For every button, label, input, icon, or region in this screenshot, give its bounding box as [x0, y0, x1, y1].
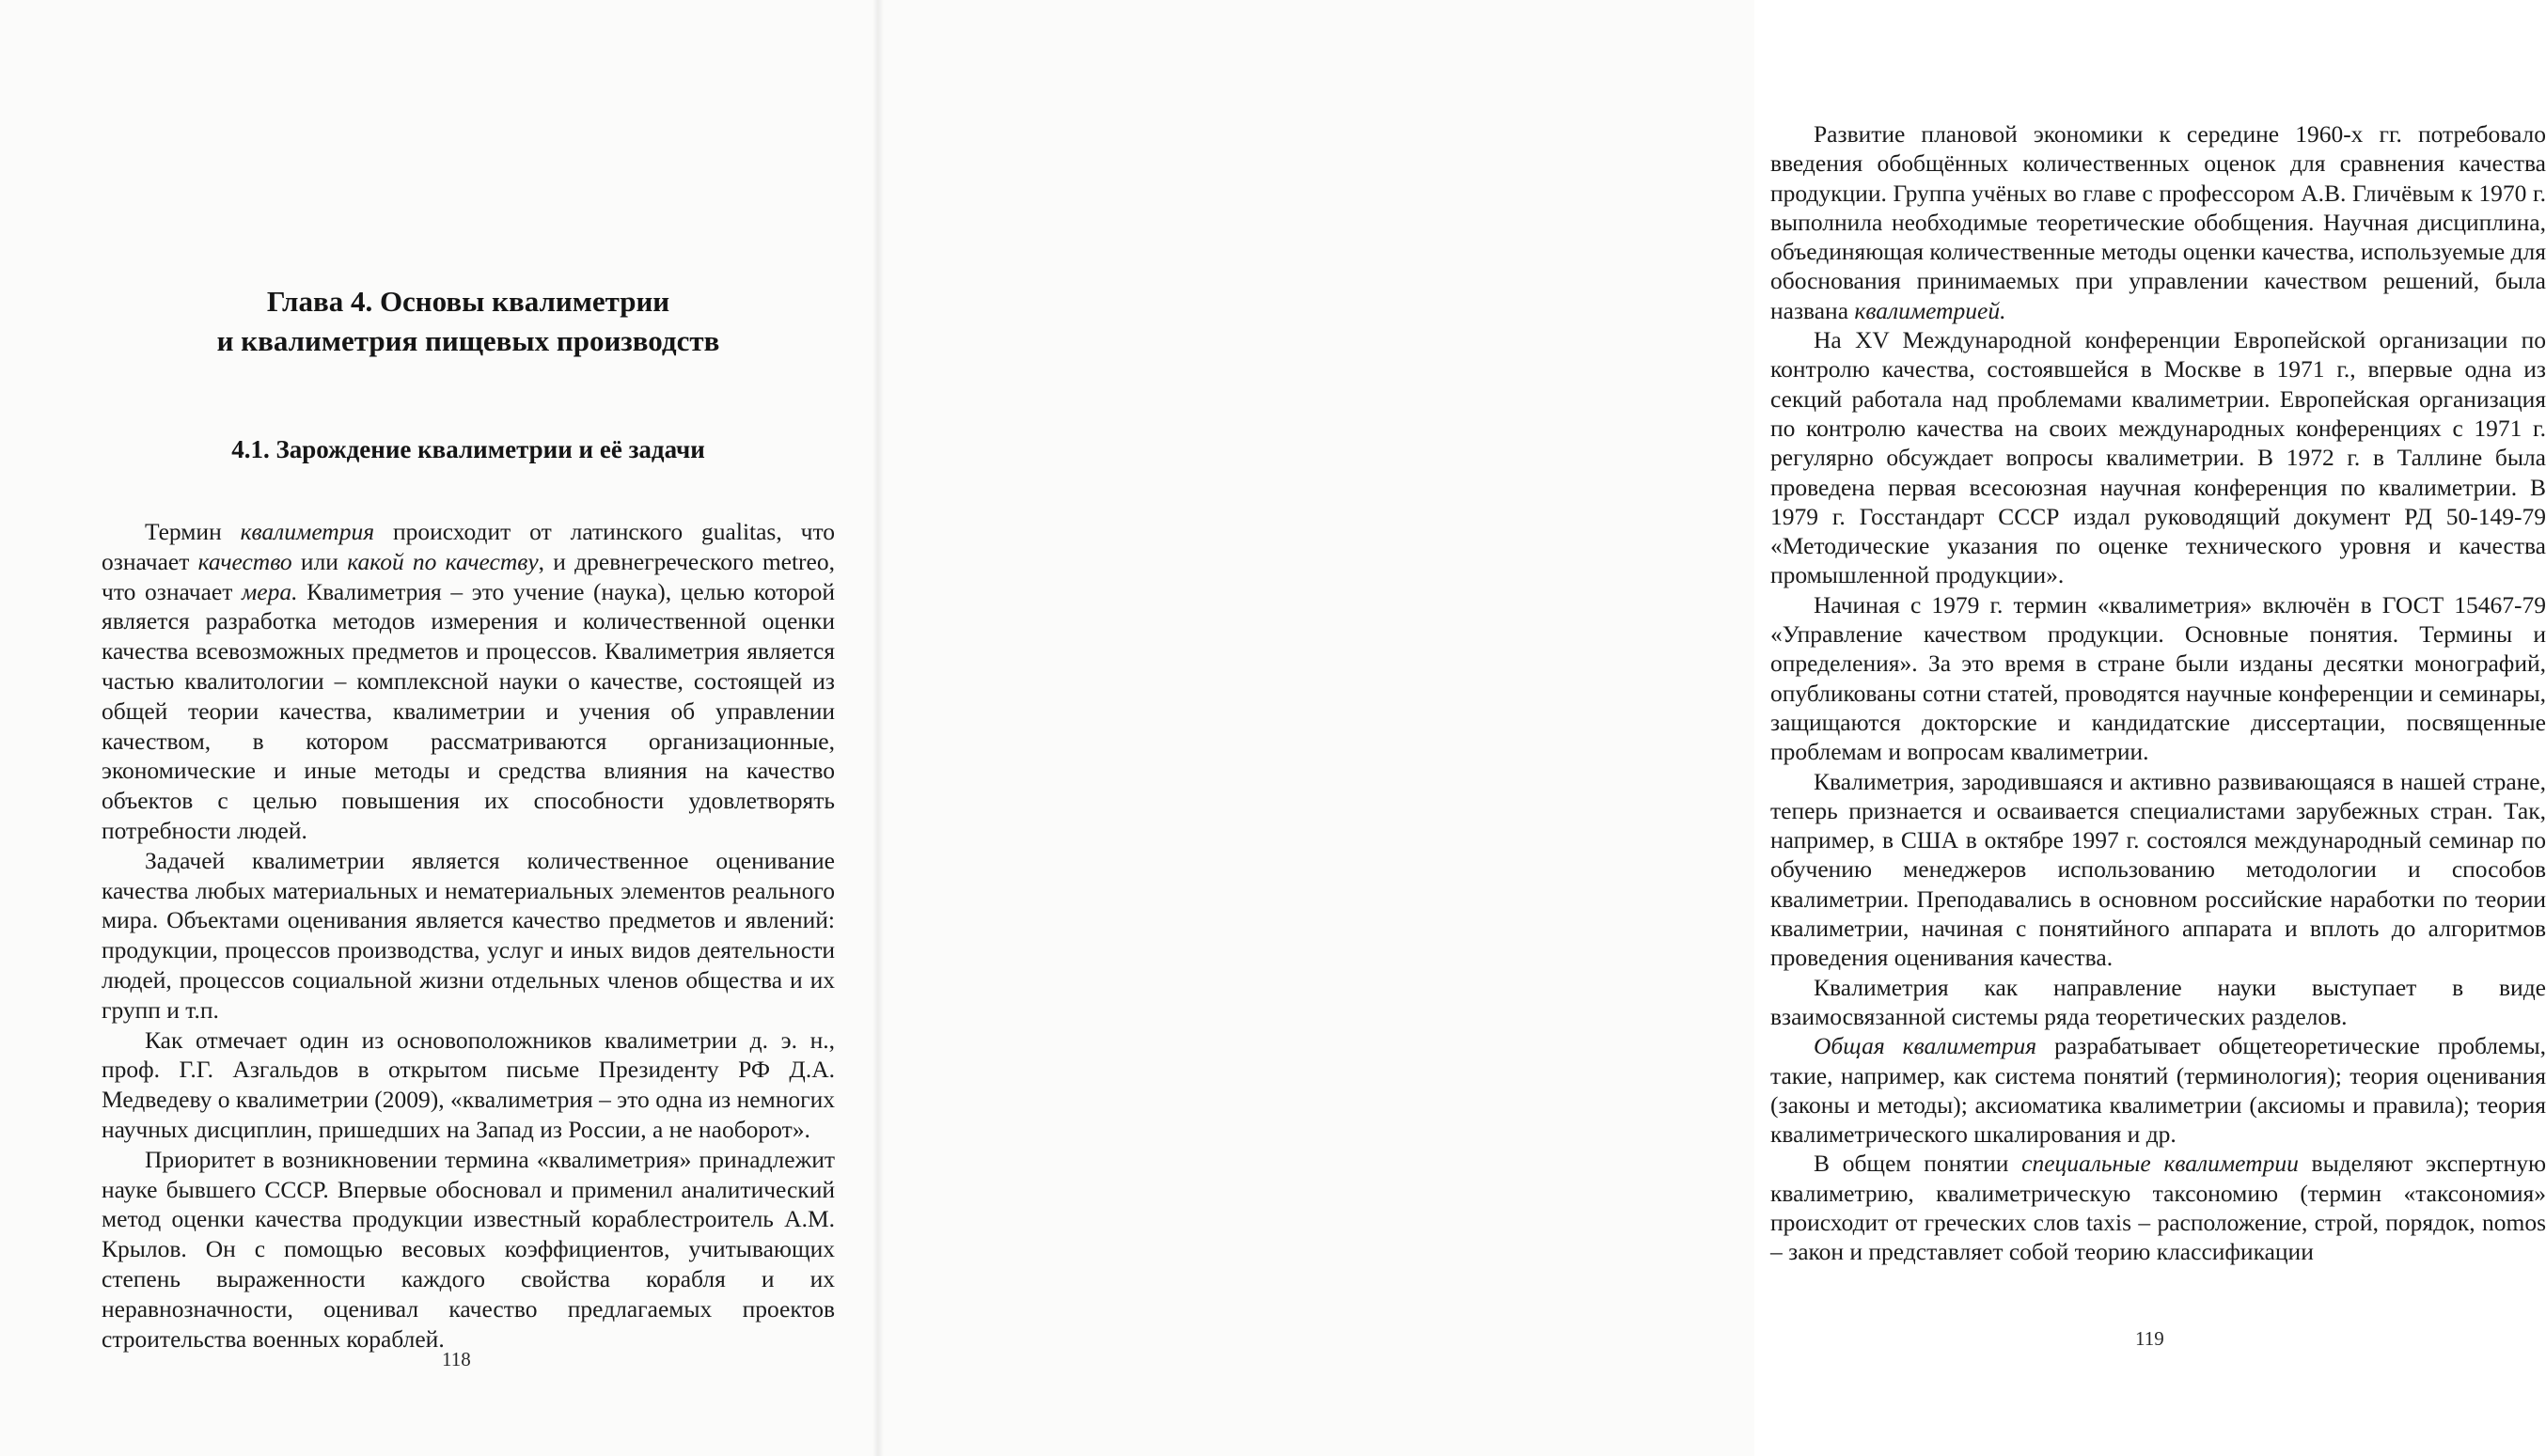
paragraph-tasks: Задачей квалиметрии является количественное оценивание качества любых материальных и нематериальных элементов реального мира. Объектами оценивания является качество предметов и явлений: продукции, процессов производства, услуг и иных видов деятельности людей, процессов социальной жизни отдельных членов общества и их групп и т.п.: [102, 846, 835, 1024]
paragraph-special-qualimetry: В общем понятии специальные квалиметрии выделяют экспертную квалиметрию, квалиметрическую таксономию (термин «таксономия» происходит от греческих слов taxis – расположение, строй, порядок, nomos – закон и представляет собой теорию классификации: [1770, 1150, 2546, 1266]
chapter-title-line2: и квалиметрия пищевых производств: [216, 324, 720, 357]
page-number-right: 119: [2135, 1327, 2164, 1350]
paragraph-conferences: На XV Международной конференции Европейской организации по контролю качества, состоявшейся в Москве в 1971 г., впервые одна из секций работала над проблемами квалиметрии. Европейская организация по контролю качества на своих международных конференциях с 1971 г. регулярно обсуждает вопросы квалиметрии. В 1972 г. в Таллине была проведена первая всесоюзная научная конференция по квалиметрии. В 1979 г. Госстандарт СССР издал руководящий документ РД 50-149-79 «Методические указания по оценке технического уровня и качества промышленной продукции».: [1770, 326, 2546, 589]
paragraph-international: Квалиметрия, зародившаяся и активно развивающаяся в нашей стране, теперь признается и осваивается специалистами зарубежных стран. Так, например, в США в октябре 1997 г. состоялся международный семинар по обучению менеджеров использованию методологии и способов квалиметрии. Преподавались в основном российские наработки по теории квалиметрии, начиная с понятийного аппарата и вплоть до алгоритмов проведения оценивания качества.: [1770, 767, 2546, 972]
right-page: [877, 0, 2546, 1456]
chapter-title: [102, 282, 835, 361]
page-number-left: 118: [442, 1348, 471, 1370]
paragraph-azgaldov-quote: Как отмечает один из основоположников квалиметрии д. э. н., проф. Г.Г. Азгальдов в открытом письме Президенту РФ Д.А. Медведеву о квалиметрии (2009), «квалиметрия – это одна из немногих научных дисциплин, пришедших на Запад из России, а не наоборот».: [102, 1025, 835, 1143]
right-page-text: [1770, 119, 2546, 1267]
chapter-title-line1: Глава 4. Основы квалиметрии: [266, 285, 670, 318]
paragraph-planned-economy: Развитие плановой экономики к середине 1960-х гг. потребовало введения обобщённых количественных оценок для сравнения качества продукции. Группа учёных во главе с профессором А.В. Гличёвым к 1970 г. выполнила необходимые теоретические обобщения. Научная дисциплина, объединяющая количественные методы оценки качества, используемые для обоснования принимаемых при управлении качеством решений, была названа квалиметрией.: [1770, 120, 2546, 324]
paragraph-gost: Начиная с 1979 г. термин «квалиметрия» включён в ГОСТ 15467-79 «Управление качеством продукции. Основные понятия. Термины и определения». За это время в стране были изданы десятки монографий, опубликованы сотни статей, проводятся научные конференции и семинары, защищаются докторские и кандидатские диссертации, посвященные проблемам и вопросам квалиметрии.: [1770, 590, 2546, 766]
paragraph-priority: Приоритет в возникновении термина «квалиметрия» принадлежит науке бывшего СССР. Впервые обосновал и применил аналитический метод оценки качества продукции известный кораблестроитель А.М. Крылов. Он с помощью весовых коэффициентов, учитывающих степень выраженности каждого свойства корабля и их неравнозначности, оценивал качество предлагаемых проектов строительства военных кораблей.: [102, 1145, 835, 1353]
left-page: [0, 0, 877, 1456]
paragraph-sections: Квалиметрия как направление науки выступает в виде взаимосвязанной системы ряда теоретических разделов.: [1770, 973, 2546, 1030]
left-page-text: [102, 282, 835, 1354]
section-title: 4.1. Зарождение квалиметрии и её задачи: [231, 435, 705, 463]
paragraph-term-definition: Термин квалиметрия происходит от латинского gualitas, что означает качество или какой по качеству, и древнегреческого metreo, что означает мера. Квалиметрия – это учение (наука), целью которой является разработка методов измерения и количественной оценки качества всевозможных предметов и процессов. Квалиметрия является частью квалитологии – комплексной науки о качестве, состоящей из общей теории качества, квалиметрии и учения об управлении качеством, в котором рассматриваются организационные, экономические и иные методы и средства влияния на качество объектов с целью повышения их способности удовлетворять потребности людей.: [102, 518, 835, 844]
paragraph-general-qualimetry: Общая квалиметрия разрабатывает общетеоретические проблемы, такие, например, как система понятий (терминология); теория оценивания (законы и методы); аксиоматика квалиметрии (аксиомы и правила); теория квалиметрического шкалирования и др.: [1770, 1032, 2546, 1149]
